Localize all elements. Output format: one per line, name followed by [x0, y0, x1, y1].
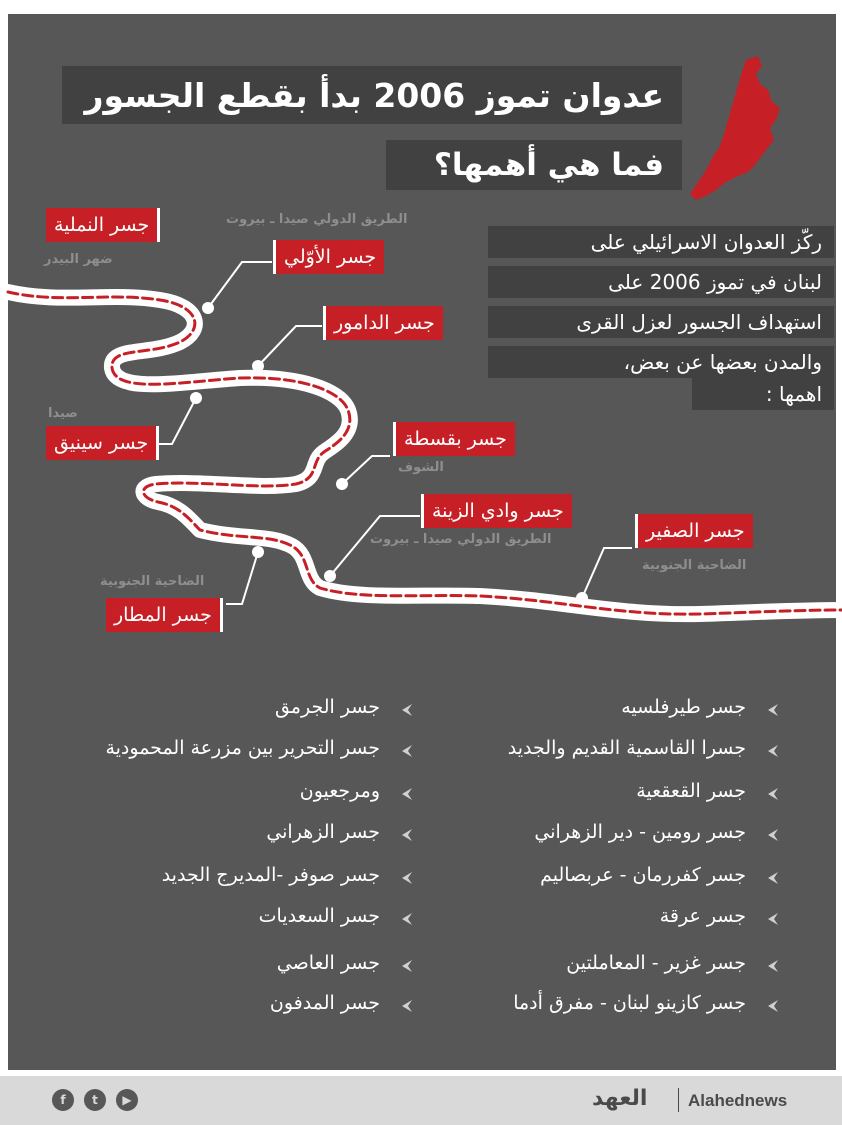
label-bqosta-bridge: جسر بقسطة [396, 422, 515, 456]
chevron-left-icon [766, 744, 780, 758]
chevron-left-icon [766, 703, 780, 717]
right-list-item: جسر غزير - المعاملتين [566, 952, 746, 974]
place-saida: صيدا [48, 406, 78, 421]
chevron-left-icon [400, 787, 414, 801]
youtube-icon[interactable]: ▶ [116, 1089, 138, 1111]
brand-english: Alahednews [688, 1091, 788, 1110]
right-list-item: جسرا القاسمية القديم والجديد [507, 737, 746, 759]
chevron-left-icon [766, 912, 780, 926]
place-awali: الطريق الدولي صيدا ـ بيروت [226, 212, 408, 227]
lebanon-map-icon [676, 54, 788, 204]
right-list-item: جسر طيرفلسيه [621, 696, 746, 718]
left-list-item: جسر صوفر -المديرج الجديد [161, 864, 380, 886]
chevron-left-icon [400, 828, 414, 842]
right-list-item: جسر كفررمان - عربصاليم [540, 864, 746, 886]
label-damour-bridge: جسر الدامور [326, 306, 443, 340]
title-line-2 [386, 140, 682, 190]
chevron-left-icon [400, 871, 414, 885]
label-matar-bridge: جسر المطار [106, 598, 220, 632]
left-list-item: ومرجعيون [299, 780, 380, 802]
facebook-icon[interactable]: f [52, 1089, 74, 1111]
place-matar: الضاحية الجنوبية [100, 574, 205, 589]
connector-sinik [158, 398, 196, 444]
intro-line-4: والمدن بعضها عن بعض، [488, 346, 834, 378]
left-list-item: جسر الجرمق [274, 696, 380, 718]
right-list-item: جسر القعقعية [636, 780, 746, 802]
connector-damour [258, 326, 322, 366]
left-list-item: جسر السعديات [258, 905, 380, 927]
chevron-left-icon [400, 744, 414, 758]
brand-arabic-logo: العهد [592, 1086, 648, 1111]
left-list-item: جسر الزهراني [266, 821, 380, 843]
chevron-left-icon [766, 959, 780, 973]
label-naameh-bridge: جسر النملية [46, 208, 157, 242]
chevron-left-icon [766, 871, 780, 885]
connector-matar [226, 552, 258, 604]
place-naameh: ضهر البيدر [44, 252, 113, 267]
footer-bar [0, 1076, 842, 1125]
chevron-left-icon [400, 959, 414, 973]
title-text-1: عدوان تموز 2006 بدأ بقطع الجسور [84, 75, 664, 115]
connector-awali [208, 262, 272, 308]
right-list-item: جسر كازينو لبنان - مفرق أدما [513, 992, 746, 1014]
intro-line-5: اهمها : [692, 378, 834, 410]
label-sinik-bridge: جسر سينيق [46, 426, 156, 460]
place-bqosta: الشوف [398, 460, 444, 475]
label-awali-bridge: جسر الأوّلي [276, 240, 384, 274]
right-list-item: جسر عرقة [659, 905, 746, 927]
label-safir-bridge: جسر الصفير [638, 514, 753, 548]
place-zayneh: الطريق الدولي صيدا ـ بيروت [370, 532, 552, 547]
intro-line-2: لبنان في تموز 2006 على [488, 266, 834, 298]
connector-safir [582, 548, 632, 598]
label-zayneh-bridge: جسر وادي الزينة [424, 494, 572, 528]
chevron-left-icon [766, 828, 780, 842]
intro-line-1: ركّز العدوان الاسرائيلي على [488, 226, 834, 258]
place-safir: الضاحية الجنوبية [642, 558, 747, 573]
chevron-left-icon [400, 999, 414, 1013]
title-line-1 [62, 66, 682, 124]
intro-line-3: استهداف الجسور لعزل القرى [488, 306, 834, 338]
chevron-left-icon [400, 703, 414, 717]
twitter-icon[interactable]: t [84, 1089, 106, 1111]
left-list-item: جسر المدفون [269, 992, 380, 1014]
chevron-left-icon [766, 999, 780, 1013]
right-list-item: جسر رومين - دير الزهراني [534, 821, 746, 843]
left-list-item: جسر التحرير بين مزرعة المحمودية [105, 737, 380, 759]
chevron-left-icon [400, 912, 414, 926]
footer-divider [678, 1088, 679, 1112]
chevron-left-icon [766, 787, 780, 801]
left-list-item: جسر العاصي [276, 952, 380, 974]
title-text-2: فما هي أهمها؟ [433, 147, 664, 183]
connector-bqosta [342, 456, 390, 484]
